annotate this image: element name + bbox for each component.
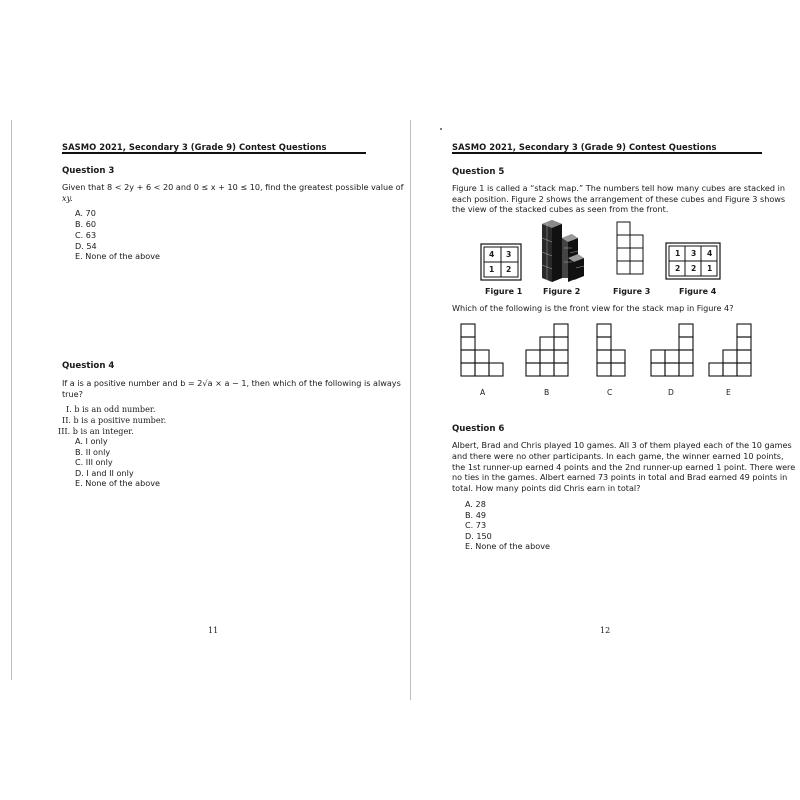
header-rule xyxy=(62,152,366,154)
statement: I. b is an odd number. xyxy=(66,404,156,414)
stack-map-cell: 4 xyxy=(707,249,713,258)
option: A. 70 xyxy=(75,208,96,218)
question-3-text: Given that 8 < 2y + 6 < 20 and 0 ≤ x + 10 ≤ 10, find the greatest possible value of xyxy=(62,182,404,192)
option: B. 60 xyxy=(75,219,96,229)
figure-caption: Figure 2 xyxy=(543,287,581,296)
question-5-text-line: each position. Figure 2 shows the arrangement of these cubes and Figure 3 shows xyxy=(452,194,786,204)
page-number: 12 xyxy=(600,626,611,635)
stack-map-cell: 4 xyxy=(489,250,495,259)
figure-caption: Figure 3 xyxy=(613,287,651,296)
option: C. 63 xyxy=(75,230,97,240)
answer-figure-a xyxy=(460,323,504,379)
option: A. 28 xyxy=(465,499,486,509)
option: B. II only xyxy=(75,447,111,457)
answer-figure-e xyxy=(708,323,752,379)
question-6-text-line: no ties in the games. Albert earned 73 points in total and Brad earned 49 points in xyxy=(452,472,788,482)
option: E. None of the above xyxy=(465,541,550,551)
statement: II. b is a positive number. xyxy=(62,415,167,425)
question-4-title: Question 4 xyxy=(62,361,115,371)
statement: III. b is an integer. xyxy=(58,426,134,436)
option: C. 73 xyxy=(465,520,487,530)
question-3-title: Question 3 xyxy=(62,166,115,176)
figure-3-front-view xyxy=(616,221,644,277)
question-6-text-line: total. How many points did Chris earn in total? xyxy=(452,483,641,493)
question-5-prompt: Which of the following is the front view for the stack map in Figure 4? xyxy=(452,303,734,313)
figure-1-stack-map xyxy=(480,243,522,281)
figure-4-stack-map xyxy=(665,242,721,280)
stack-map-cell: 2 xyxy=(691,264,697,273)
page-header: SASMO 2021, Secondary 3 (Grade 9) Contest Questions xyxy=(62,142,327,152)
answer-label: A xyxy=(480,388,486,397)
option: B. 49 xyxy=(465,510,486,520)
question-5-text-line: Figure 1 is called a “stack map.” The numbers tell how many cubes are stacked in xyxy=(452,183,786,193)
option: E. None of the above xyxy=(75,251,160,261)
page-header: SASMO 2021, Secondary 3 (Grade 9) Contest Questions xyxy=(452,142,717,152)
header-rule xyxy=(452,152,762,154)
stack-map-cell: 3 xyxy=(506,250,512,259)
answer-label: D xyxy=(668,388,674,397)
option: D. 150 xyxy=(465,531,492,541)
question-6-text-line: the 1st runner-up earned 4 points and the 2nd runner-up earned 1 point. There were xyxy=(452,462,796,472)
question-6-title: Question 6 xyxy=(452,424,505,434)
question-4-text-cont: true? xyxy=(62,389,83,399)
option: A. I only xyxy=(75,436,108,446)
option: D. 54 xyxy=(75,241,97,251)
option: C. III only xyxy=(75,457,113,467)
question-4-text: If a is a positive number and b = 2√a × a − 1, then which of the following is always xyxy=(62,378,401,388)
stack-map-cell: 1 xyxy=(489,265,495,274)
question-5-text-line: the view of the stacked cubes as seen from the front. xyxy=(452,204,669,214)
figure-caption: Figure 1 xyxy=(485,287,523,296)
question-6-text-line: Albert, Brad and Chris played 10 games. All 3 of them played each of the 10 games xyxy=(452,440,792,450)
question-3-text-cont: xy. xyxy=(62,193,73,203)
right-page xyxy=(400,0,800,800)
stack-map-cell: 2 xyxy=(506,265,512,274)
page-number: 11 xyxy=(208,626,219,635)
stack-map-cell: 1 xyxy=(675,249,681,258)
figure-2-cube-stack-illustration xyxy=(538,218,586,284)
stack-map-cell: 1 xyxy=(707,264,713,273)
question-6-text-line: and there were no other participants. In each game, the winner earned 10 points, xyxy=(452,451,784,461)
answer-figure-c xyxy=(596,323,626,379)
stack-map-cell: 3 xyxy=(691,249,697,258)
answer-figure-b xyxy=(525,323,569,379)
stack-map-cell: 2 xyxy=(675,264,681,273)
answer-label: E xyxy=(726,388,731,397)
answer-label: B xyxy=(544,388,550,397)
question-5-title: Question 5 xyxy=(452,167,505,177)
answer-label: C xyxy=(607,388,613,397)
option: E. None of the above xyxy=(75,478,160,488)
figure-caption: Figure 4 xyxy=(679,287,717,296)
answer-figure-d xyxy=(650,323,694,379)
option: D. I and II only xyxy=(75,468,134,478)
